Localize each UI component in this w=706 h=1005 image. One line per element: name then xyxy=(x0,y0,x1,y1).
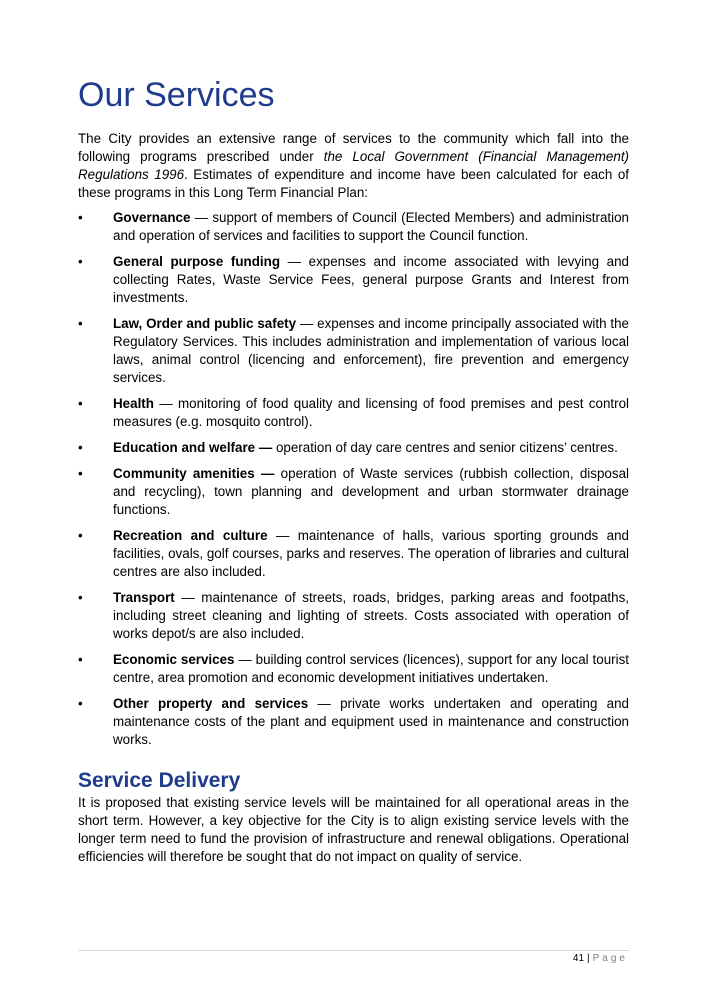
program-description: — building control services (licences), support for any local tourist centre, area promotion and economic development initiatives undertaken. xyxy=(113,652,629,685)
page-title: Our Services xyxy=(78,76,275,114)
program-title: Other property and services xyxy=(113,696,309,711)
list-item xyxy=(78,439,629,457)
program-description: — maintenance of streets, roads, bridges, parking areas and footpaths, including street cleaning and lighting of streets. Costs associated with operation of works depot/s are also included. xyxy=(113,590,629,641)
list-item xyxy=(78,695,629,749)
bullet-icon: • xyxy=(78,396,83,411)
program-description: — monitoring of food quality and licensing of food premises and pest control measures (e.g. mosquito control). xyxy=(113,396,629,429)
service-delivery-paragraph: It is proposed that existing service levels will be maintained for all operational areas in the short term. However, a key objective for the City is to align existing service levels with the longer term need to fund the provision of infrastructure and renewal obligations. Operational efficiencies will therefore be sought that do not impact on quality of service. xyxy=(78,795,629,864)
program-title: Health xyxy=(113,396,154,411)
programs-list xyxy=(78,209,629,757)
bullet-icon: • xyxy=(78,466,83,481)
list-item xyxy=(78,589,629,643)
program-title: Recreation and culture xyxy=(113,528,268,543)
bullet-icon: • xyxy=(78,696,83,711)
footer-separator: | xyxy=(587,953,590,964)
program-title: Education and welfare — xyxy=(113,440,273,455)
program-title: Community amenities — xyxy=(113,466,275,481)
program-description: — expenses and income principally associated with the Regulatory Services. This includes administration and implementation of various local laws, animal control (licencing and enforcement), fire prevention and emergency services. xyxy=(113,316,629,385)
program-title: Economic services xyxy=(113,652,235,667)
footer-divider xyxy=(78,950,629,951)
program-description: operation of day care centres and senior citizens’ centres. xyxy=(272,440,618,455)
program-description: operation of Waste services (rubbish collection, disposal and recycling), town planning and development and urban stormwater drainage functions. xyxy=(113,466,629,517)
list-item xyxy=(78,395,629,431)
list-item xyxy=(78,527,629,581)
program-title: Governance xyxy=(113,210,191,225)
intro-paragraph xyxy=(78,130,629,202)
bullet-icon: • xyxy=(78,254,83,269)
bullet-icon: • xyxy=(78,528,83,543)
program-title: Transport xyxy=(113,590,175,605)
bullet-icon: • xyxy=(78,440,83,455)
bullet-icon: • xyxy=(78,652,83,667)
program-description: — maintenance of halls, various sporting grounds and facilities, ovals, golf courses, parks and reserves. The operation of libraries and cultural centres are also included. xyxy=(113,528,630,579)
page-label: Page xyxy=(592,953,628,964)
program-description: — expenses and income associated with levying and collecting Rates, Waste Service Fees, general purpose Grants and Interest from investments. xyxy=(113,254,629,305)
intro-text-start: The City provides an extensive range of services to the community which fall into the following programs prescribed under xyxy=(78,131,629,164)
list-item xyxy=(78,465,629,519)
list-item xyxy=(78,315,629,387)
program-title: Law, Order and public safety xyxy=(113,316,297,331)
intro-text-end: . Estimates of expenditure and income have been calculated for each of these programs in this Long Term Financial Plan: xyxy=(78,167,629,200)
bullet-icon: • xyxy=(78,590,83,605)
program-description: — private works undertaken and operating and maintenance costs of the plant and equipment used in maintenance and construction works. xyxy=(113,696,629,747)
program-description: — support of members of Council (Elected Members) and administration and operation of services and facilities to support the Council function. xyxy=(113,210,629,243)
list-item xyxy=(78,651,629,687)
list-item xyxy=(78,253,629,307)
program-title: General purpose funding xyxy=(113,254,280,269)
bullet-icon: • xyxy=(78,316,83,331)
regulation-reference: the Local Government (Financial Management) Regulations 1996 xyxy=(78,149,630,182)
page-footer xyxy=(573,953,628,964)
list-item xyxy=(78,209,629,245)
page-number: 41 xyxy=(572,953,585,964)
bullet-icon: • xyxy=(78,210,83,225)
section-heading-service-delivery: Service Delivery xyxy=(78,769,241,792)
